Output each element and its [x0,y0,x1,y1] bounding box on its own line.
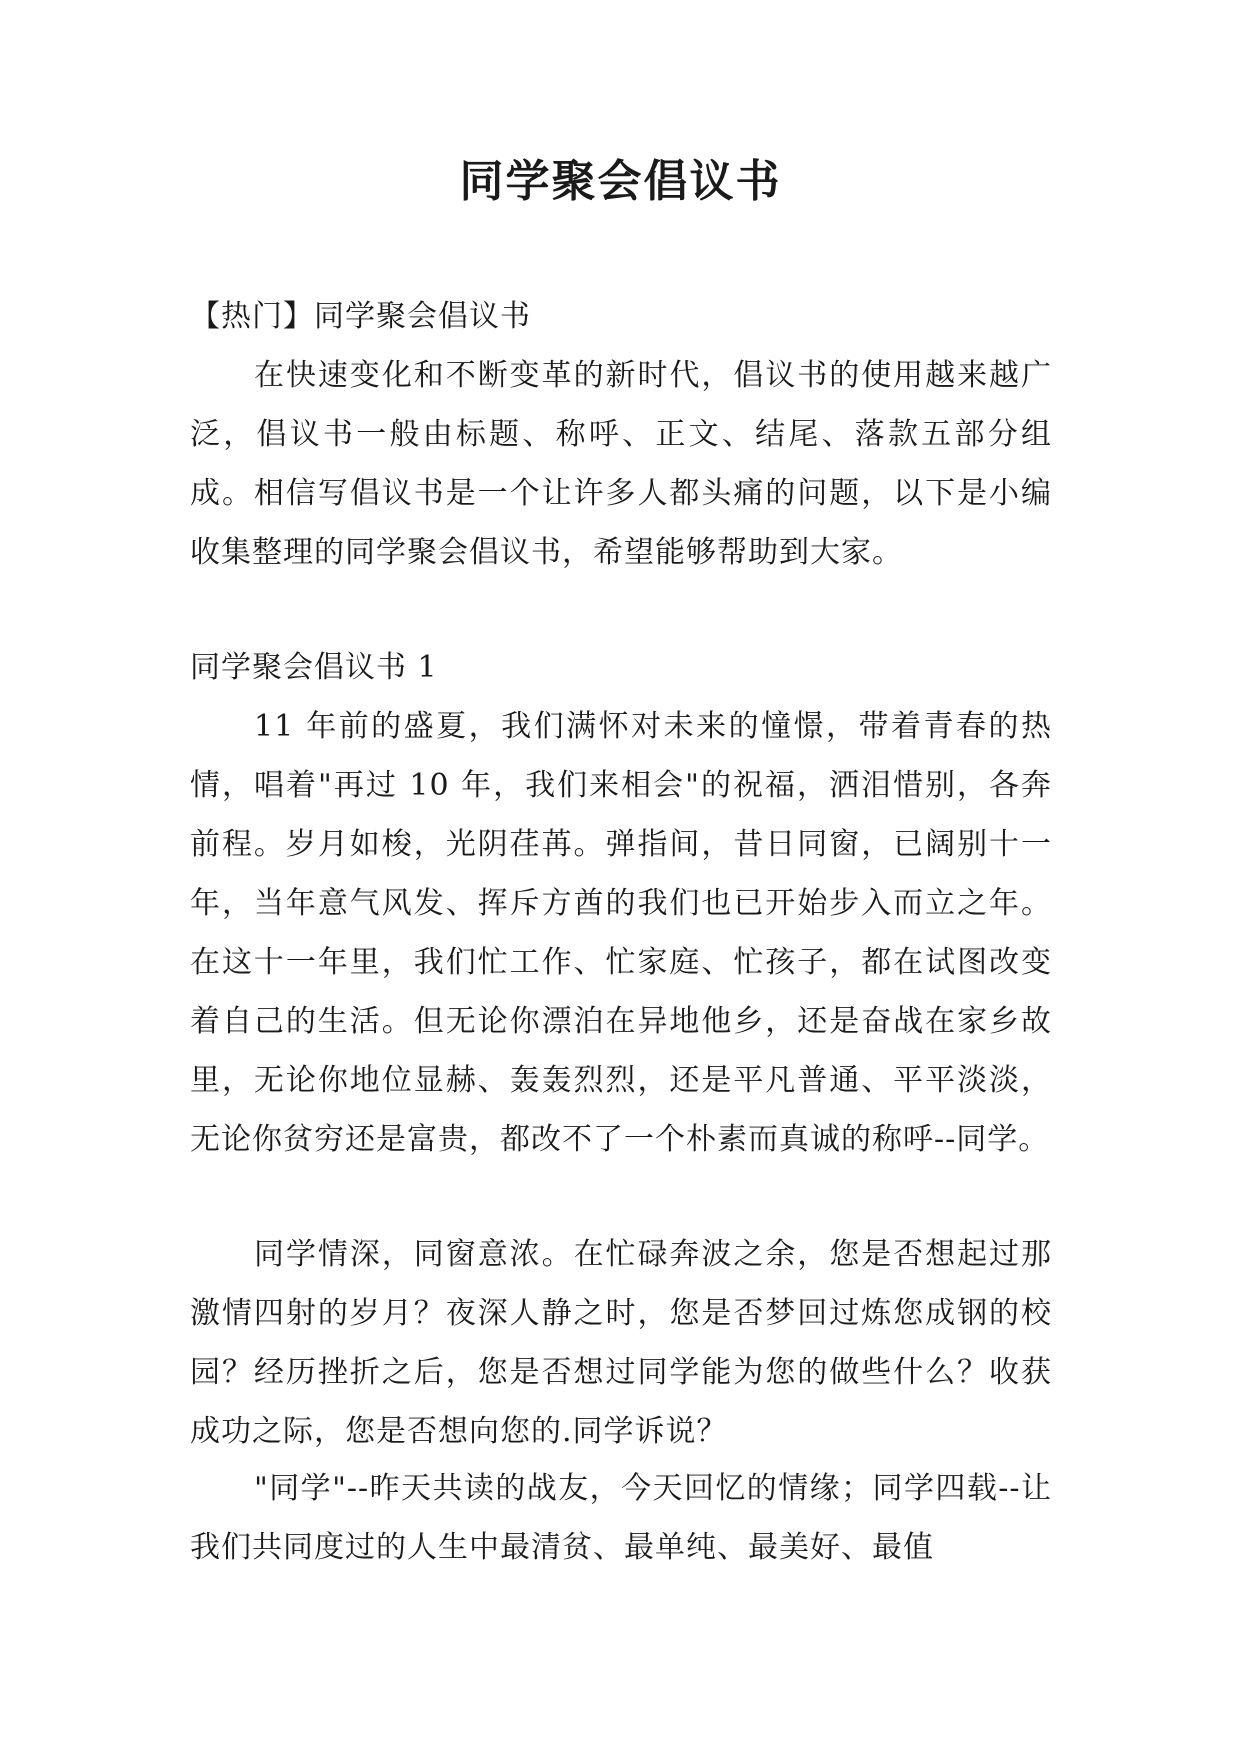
body-paragraph-1: 11 年前的盛夏，我们满怀对未来的憧憬，带着青春的热情，唱着"再过 10 年，我们来相会"的祝福，洒泪惜别，各奔前程。岁月如梭，光阴荏苒。弹指间，昔日同窗，已阔别十一年，当年意气风发、挥斥方酋的我们也已开始步入而立之年。在这十一年里，我们忙工作、忙家庭、忙孩子，都在试图改变着自己的生活。但无论你漂泊在异地他乡，还是奋战在家乡故里，无论你地位显赫、轰轰烈烈，还是平凡普通、平平淡淡，无论你贫穷还是富贵，都改不了一个朴素而真诚的称呼--同学。 [190,709,1052,1157]
document-subtitle: 【热门】同学聚会倡议书 [190,299,531,334]
section-heading: 同学聚会倡议书 1 [190,650,438,685]
intro-paragraph: 在快速变化和不断变革的新时代，倡议书的使用越来越广泛，倡议书一般由标题、称呼、正文、结尾、落款五部分组成。相信写倡议书是一个让许多人都头痛的问题，以下是小编收集整理的同学聚会倡议书，希望能够帮助到大家。 [190,358,1052,570]
document-title: 同学聚会倡议书 [459,156,782,207]
body-paragraph-2: 同学情深，同窗意浓。在忙碌奔波之余，您是否想起过那激情四射的岁月？夜深人静之时，您是否梦回过炼您成钢的校园？经历挫折之后，您是否想过同学能为您的做些什么？收获成功之际，您是否想向您的.同学诉说？ [190,1237,1052,1449]
body-paragraph-3: "同学"--昨天共读的战友，今天回忆的情缘；同学四载--让我们共同度过的人生中最清贫、最单纯、最美好、最值 [190,1471,1052,1565]
